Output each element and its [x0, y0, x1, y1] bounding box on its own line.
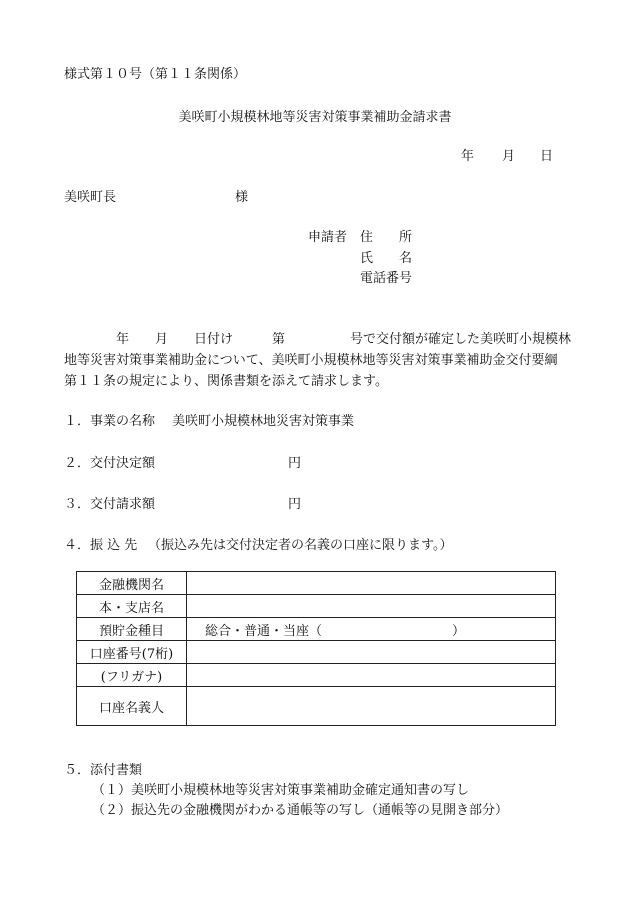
attachment-item: （１）美咲町小規模林地等災害対策事業補助金確定通知書の写し [92, 783, 470, 798]
yen-unit: 円 [288, 497, 302, 512]
item-label: ４．振 込 先 [64, 538, 138, 553]
table-row [77, 664, 556, 687]
applicant-name-label: 氏 名 [360, 251, 413, 266]
item-value: 美咲町小規模林地災害対策事業 [172, 414, 355, 429]
body-line-3: 第１１条の規定により、関係書類を添えて請求します。 [64, 374, 388, 389]
bank-name-field[interactable] [187, 572, 556, 595]
applicant-label: 申請者 [308, 230, 348, 245]
account-number-field[interactable] [187, 641, 556, 664]
table-row [77, 595, 556, 618]
form-number: 様式第１０号（第１１条関係） [64, 67, 247, 82]
document-title: 美咲町小規模林地等災害対策事業補助金請求書 [178, 110, 452, 125]
date-year: 年 [461, 149, 475, 164]
table-row [77, 618, 556, 641]
date-day: 日 [540, 149, 554, 164]
applicant-address-label: 住 所 [360, 230, 413, 245]
furigana-field[interactable] [187, 664, 556, 687]
table-row [77, 641, 556, 664]
body-line-2: 地等災害対策事業補助金について、美咲町小規模林地等災害対策事業補助金交付要綱 [64, 353, 558, 368]
item-label: ２．交付決定額 [64, 456, 156, 471]
table-row [77, 687, 556, 726]
bank-account-table [76, 571, 556, 726]
furigana-label: (フリガナ) [77, 664, 187, 687]
account-type-field[interactable]: 総合・普通・当座（ ） [187, 618, 556, 641]
table-row [77, 572, 556, 595]
bank-name-label: 金融機関名 [77, 572, 187, 595]
yen-unit: 円 [288, 456, 302, 471]
body-line-1: 年 月 日付け 第 号で交付額が確定した美咲町小規模林 [116, 332, 572, 347]
item-note: （振込み先は交付決定者の名義の口座に限ります。） [148, 538, 453, 553]
account-holder-field[interactable] [187, 687, 556, 726]
account-type-label: 預貯金種目 [77, 618, 187, 641]
account-number-label: 口座番号(7桁) [77, 641, 187, 664]
attachment-item: （２）振込先の金融機関がわかる通帳等の写し（通帳等の見開き部分） [92, 803, 509, 818]
branch-name-field[interactable] [187, 595, 556, 618]
applicant-phone-label: 電話番号 [360, 271, 413, 286]
attachments-heading: ５．添付書類 [64, 763, 143, 778]
branch-name-label: 本・支店名 [77, 595, 187, 618]
addressee-honorific: 様 [235, 190, 249, 205]
date-month: 月 [502, 149, 516, 164]
account-holder-label: 口座名義人 [77, 687, 187, 726]
item-label: ３．交付請求額 [64, 497, 156, 512]
item-label: １．事業の名称 [64, 414, 156, 429]
addressee-name: 美咲町長 [64, 190, 117, 205]
